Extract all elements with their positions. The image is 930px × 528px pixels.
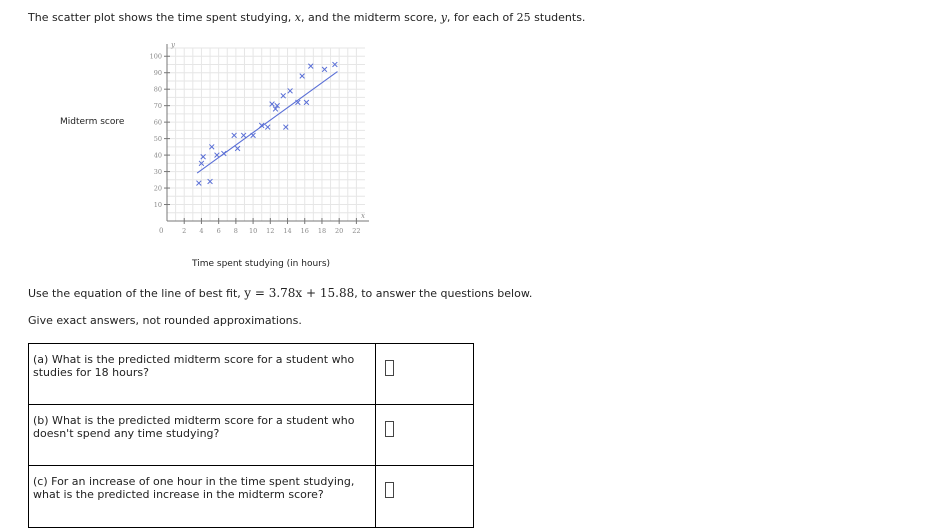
answer-input-c[interactable] bbox=[385, 482, 394, 498]
instruction-text: Give exact answers, not rounded approximations. bbox=[28, 314, 302, 327]
x-tick-label: 12 bbox=[266, 227, 275, 235]
x-tick-label: 4 bbox=[199, 227, 204, 235]
question-a-text: (a) What is the predicted midterm score for a student who studies for 18 hours? bbox=[29, 344, 376, 405]
x-tick-label: 8 bbox=[233, 227, 238, 235]
intro-x-variable: x bbox=[294, 11, 302, 24]
y-axis-symbol: y bbox=[171, 41, 175, 49]
y-axis-title: Midterm score bbox=[60, 117, 125, 127]
x-tick-label: 6 bbox=[216, 227, 221, 235]
x-tick-label: 16 bbox=[300, 227, 309, 235]
y-tick-label: 30 bbox=[153, 168, 162, 177]
y-tick-label: 40 bbox=[153, 151, 162, 160]
x-tick-label: 22 bbox=[352, 227, 361, 235]
y-tick-label: 70 bbox=[153, 102, 162, 111]
question-row-c bbox=[29, 466, 474, 528]
scatter-plot bbox=[140, 38, 375, 243]
y-tick-label: 20 bbox=[153, 184, 162, 193]
x-tick-label: 2 bbox=[182, 227, 187, 235]
intro-count: 25 bbox=[516, 11, 531, 24]
problem-statement bbox=[28, 11, 585, 24]
axes bbox=[164, 44, 369, 224]
question-row-b bbox=[29, 405, 474, 466]
x-axis-symbol: x bbox=[361, 212, 365, 220]
answer-cell-c bbox=[375, 466, 473, 528]
question-b-text: (b) What is the predicted midterm score for a student who doesn't spend any time studying? bbox=[29, 405, 376, 466]
equation-post: , to answer the questions below. bbox=[354, 287, 533, 300]
intro-mid: , and the midterm score, bbox=[301, 11, 441, 24]
y-tick-label: 90 bbox=[153, 69, 162, 78]
best-fit-equation: y = 3.78x + 15.88 bbox=[244, 286, 355, 300]
x-tick-label: 20 bbox=[335, 227, 344, 235]
origin-label: 0 bbox=[159, 227, 164, 235]
x-axis-title: Time spent studying (in hours) bbox=[192, 259, 331, 269]
answer-input-a[interactable] bbox=[385, 360, 394, 376]
data-point bbox=[322, 67, 327, 72]
x-tick-label: 14 bbox=[283, 227, 292, 235]
answer-input-b[interactable] bbox=[385, 421, 394, 437]
y-tick-label: 60 bbox=[153, 118, 162, 127]
y-tick-label: 100 bbox=[149, 52, 162, 61]
intro-pre: The scatter plot shows the time spent studying, bbox=[28, 11, 295, 24]
equation-statement bbox=[28, 286, 532, 300]
data-point bbox=[300, 74, 305, 79]
question-table bbox=[28, 343, 474, 528]
question-row-a bbox=[29, 344, 474, 405]
y-tick-label: 10 bbox=[153, 201, 162, 210]
x-tick-label: 18 bbox=[317, 227, 327, 235]
grid-lines bbox=[167, 48, 365, 221]
intro-end: students. bbox=[530, 11, 586, 24]
answer-cell-b bbox=[375, 405, 473, 466]
intro-y-variable: y bbox=[440, 11, 447, 24]
x-tick-label: 10 bbox=[248, 227, 258, 235]
equation-pre: Use the equation of the line of best fit, bbox=[28, 287, 245, 300]
data-point bbox=[196, 181, 201, 186]
question-c-text: (c) For an increase of one hour in the time spent studying, what is the predicted increase in the midterm score? bbox=[29, 466, 376, 528]
data-point bbox=[241, 133, 246, 138]
intro-post: , for each of bbox=[446, 11, 517, 24]
tick-labels bbox=[150, 41, 365, 235]
y-tick-label: 80 bbox=[153, 85, 162, 94]
y-tick-label: 50 bbox=[153, 135, 162, 144]
data-point bbox=[265, 125, 270, 130]
answer-cell-a bbox=[375, 344, 473, 405]
